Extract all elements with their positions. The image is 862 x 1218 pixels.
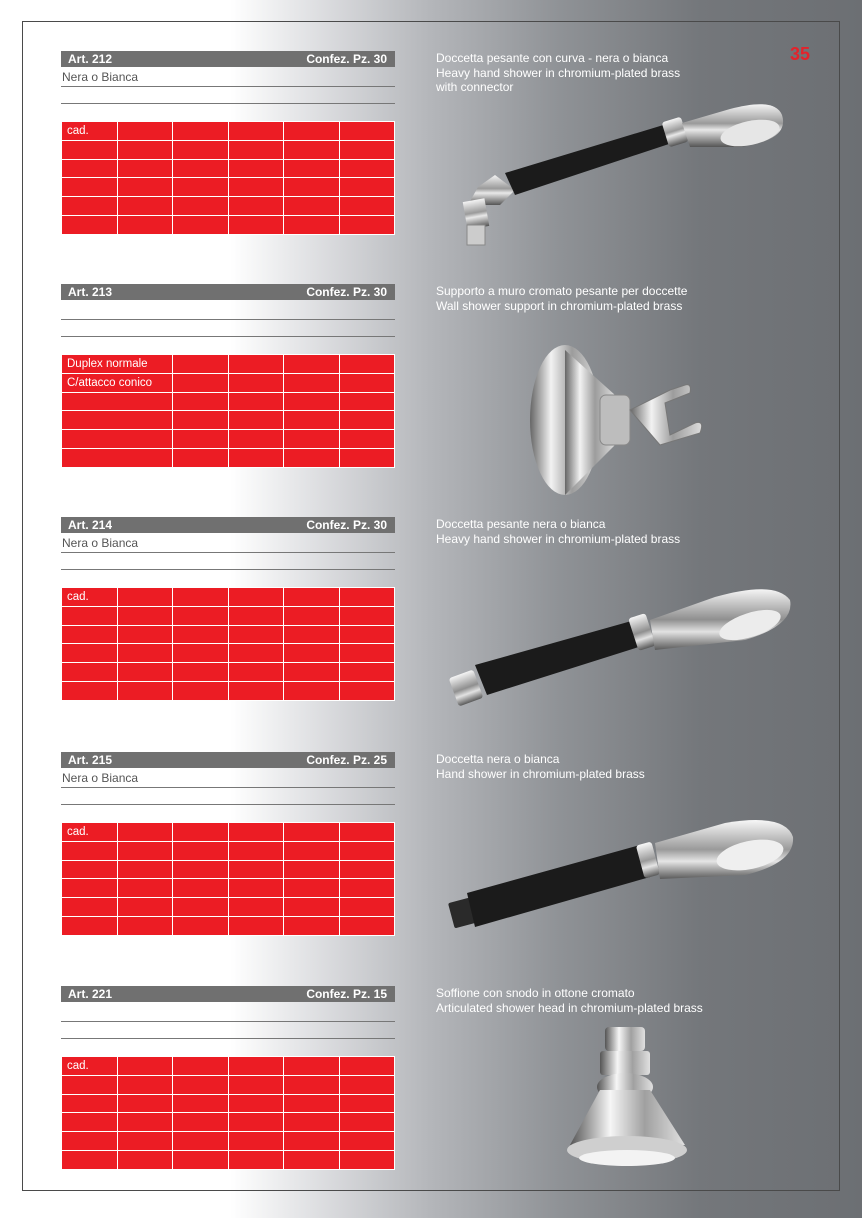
table-cell: [173, 122, 228, 141]
table-row: [62, 159, 395, 178]
article-number: Art. 213: [68, 285, 113, 299]
table-row: [62, 625, 395, 644]
price-table: [61, 587, 395, 701]
article-number: Art. 221: [68, 987, 113, 1001]
description-italian: Supporto a muro cromato pesante per doccette: [436, 284, 688, 298]
pack-quantity: Confez. Pz. 30: [306, 518, 387, 532]
table-cell: cad.: [62, 1057, 118, 1076]
table-row: [62, 1094, 395, 1113]
description-italian: Soffione con snodo in ottone cromato: [436, 986, 635, 1000]
table-row: [62, 430, 395, 449]
table-row: [62, 879, 395, 898]
table-row: [62, 898, 395, 917]
table-row: [62, 373, 395, 392]
divider: [61, 1038, 395, 1039]
table-row: [62, 411, 395, 430]
heavy-hand-shower-icon: [445, 585, 795, 720]
table-row: [62, 682, 395, 701]
product-header: [61, 517, 395, 533]
table-row: [62, 122, 395, 141]
table-row: [62, 197, 395, 216]
price-table: [61, 354, 395, 468]
description-english: Wall shower support in chromium-plated brass: [436, 298, 683, 313]
table-row: [62, 140, 395, 159]
price-table: [61, 822, 395, 936]
price-table: [61, 1056, 395, 1170]
product-section: [61, 51, 395, 241]
table-row: [62, 1113, 395, 1132]
table-row: [62, 355, 395, 374]
table-row: [62, 1151, 395, 1170]
table-row: [62, 663, 395, 682]
table-row: [62, 449, 395, 468]
table-row: [62, 216, 395, 235]
table-row: [62, 178, 395, 197]
table-cell: Duplex normale: [62, 355, 173, 374]
table-cell: [284, 122, 339, 141]
table-row: [62, 823, 395, 842]
product-section: [61, 517, 395, 707]
page-number: 35: [789, 44, 811, 64]
divider: [61, 86, 395, 87]
hand-shower-with-connector-icon: [440, 95, 800, 255]
table-cell: cad.: [62, 588, 118, 607]
pack-quantity: Confez. Pz. 30: [306, 52, 387, 66]
article-number: Art. 215: [68, 753, 113, 767]
table-row: [62, 644, 395, 663]
table-row: [62, 917, 395, 936]
product-header: [61, 51, 395, 67]
description-english: Heavy hand shower in chromium-plated brass: [436, 531, 681, 546]
pack-quantity: Confez. Pz. 30: [306, 285, 387, 299]
table-cell: [339, 122, 394, 141]
article-number: Art. 212: [68, 52, 113, 66]
table-row: [62, 860, 395, 879]
description-english: Hand shower in chromium-plated brass: [436, 766, 645, 781]
product-section: [61, 752, 395, 942]
description-english: Articulated shower head in chromium-plated brass: [436, 1000, 703, 1015]
table-cell: [118, 122, 173, 141]
table-cell: C/attacco conico: [62, 373, 173, 392]
product-description: [436, 284, 687, 313]
product-description: [436, 51, 680, 95]
table-row: [62, 392, 395, 411]
product-description: [436, 986, 703, 1015]
description-english-line2: with connector: [436, 80, 514, 94]
description-italian: Doccetta pesante con curva - nera o bianca: [436, 51, 669, 65]
pack-quantity: Confez. Pz. 25: [306, 753, 387, 767]
divider: [61, 552, 395, 553]
table-row: [62, 841, 395, 860]
description-english: Heavy hand shower in chromium-plated brass: [436, 65, 681, 80]
divider: [61, 569, 395, 570]
table-row: [62, 1075, 395, 1094]
description-italian: Doccetta pesante nera o bianca: [436, 517, 606, 531]
wall-shower-support-icon: [520, 345, 720, 505]
product-header: [61, 986, 395, 1002]
product-subtitle: Nera o Bianca: [62, 771, 139, 785]
table-cell: cad.: [62, 122, 118, 141]
table-cell: [228, 122, 283, 141]
product-section: [61, 284, 395, 474]
product-description: [436, 752, 645, 781]
product-description: [436, 517, 680, 546]
product-subtitle: Nera o Bianca: [62, 70, 139, 84]
divider: [61, 804, 395, 805]
table-row: [62, 1132, 395, 1151]
product-header: [61, 752, 395, 768]
table-cell: [62, 140, 118, 159]
divider: [61, 103, 395, 104]
table-cell: cad.: [62, 823, 118, 842]
articulated-shower-head-icon: [560, 1025, 695, 1175]
table-row: [62, 588, 395, 607]
divider: [61, 336, 395, 337]
divider: [61, 1021, 395, 1022]
divider: [61, 787, 395, 788]
product-section: [61, 986, 395, 1176]
table-row: [62, 1057, 395, 1076]
product-header: [61, 284, 395, 300]
article-number: Art. 214: [68, 518, 113, 532]
table-row: [62, 606, 395, 625]
price-table: [61, 121, 395, 235]
description-italian: Doccetta nera o bianca: [436, 752, 560, 766]
divider: [61, 319, 395, 320]
pack-quantity: Confez. Pz. 15: [306, 987, 387, 1001]
product-subtitle: Nera o Bianca: [62, 536, 139, 550]
hand-shower-icon: [445, 815, 800, 950]
